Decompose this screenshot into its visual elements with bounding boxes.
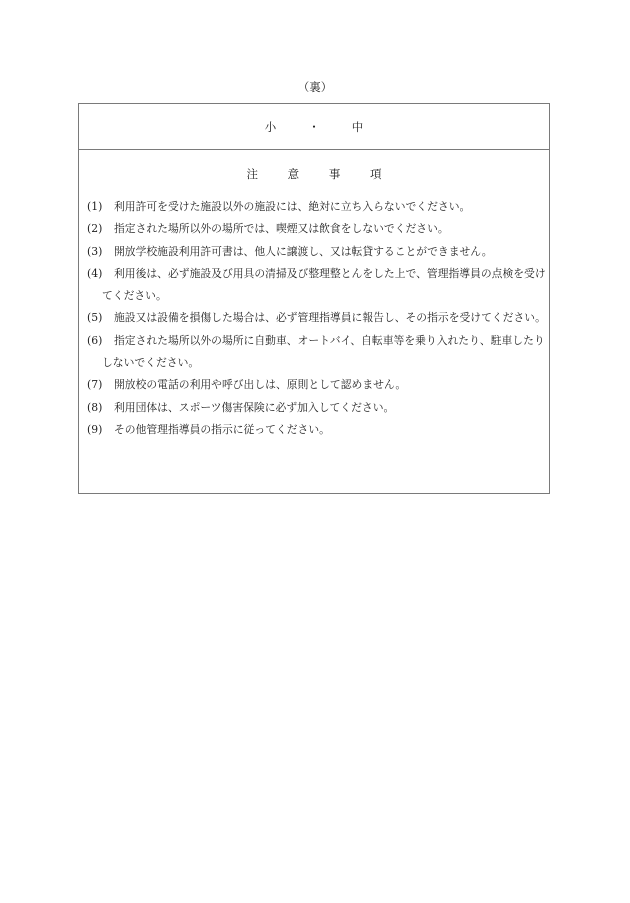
school-type-junior-high: 中 xyxy=(351,119,364,134)
notice-box xyxy=(78,103,550,494)
note-item xyxy=(87,263,549,308)
note-number: (1) xyxy=(87,200,103,213)
school-type-separator: ・ xyxy=(308,119,320,134)
note-item xyxy=(87,330,549,375)
note-text: 開放学校施設利用許可書は、他人に譲渡し、又は転貸することができません。 xyxy=(114,244,493,258)
note-text: 利用許可を受けた施設以外の施設には、絶対に立ち入らないでください。 xyxy=(114,200,471,213)
notes-title-char: 項 xyxy=(369,167,382,181)
note-text: 利用団体は、スポーツ傷害保険に必ず加入してください。 xyxy=(114,400,395,414)
note-item xyxy=(87,374,549,396)
page-side-label: （裏） xyxy=(297,80,333,94)
note-number: (3) xyxy=(87,244,103,258)
note-item xyxy=(87,419,549,441)
note-number: (7) xyxy=(87,378,103,392)
note-text: 指定された場所以外の場所では、喫煙又は飲食をしないでください。 xyxy=(114,222,449,236)
note-text: 開放校の電話の利用や呼び出しは、原則として認めません。 xyxy=(114,378,407,392)
note-text: 利用後は、必ず施設及び用具の清掃及び整理整とんをした上で、管理指導員の点検を受けてください。 xyxy=(102,266,546,303)
note-item xyxy=(87,196,549,218)
note-number: (6) xyxy=(87,333,103,347)
notes-list xyxy=(79,196,549,441)
note-item xyxy=(87,218,549,240)
notes-title-char: 注 xyxy=(246,167,259,181)
note-text: 指定された場所以外の場所に自動車、オートバイ、自転車等を乗り入れたり、駐車したりしないでください。 xyxy=(102,333,545,370)
note-number: (9) xyxy=(87,422,103,436)
notes-title-char: 事 xyxy=(328,167,341,181)
note-number: (5) xyxy=(87,311,103,325)
note-item xyxy=(87,241,549,263)
notes-title xyxy=(79,166,549,182)
note-text: 施設又は設備を損傷した場合は、必ず管理指導員に報告し、その指示を受けてください。 xyxy=(114,311,546,325)
school-type-elementary: 小 xyxy=(264,119,277,134)
note-number: (4) xyxy=(87,266,103,280)
note-item xyxy=(87,307,549,329)
note-item xyxy=(87,397,549,419)
note-text: その他管理指導員の指示に従ってください。 xyxy=(114,422,330,436)
notes-title-char: 意 xyxy=(287,167,300,181)
note-number: (2) xyxy=(87,222,103,236)
note-number: (8) xyxy=(87,400,103,414)
school-type-row xyxy=(79,104,549,150)
